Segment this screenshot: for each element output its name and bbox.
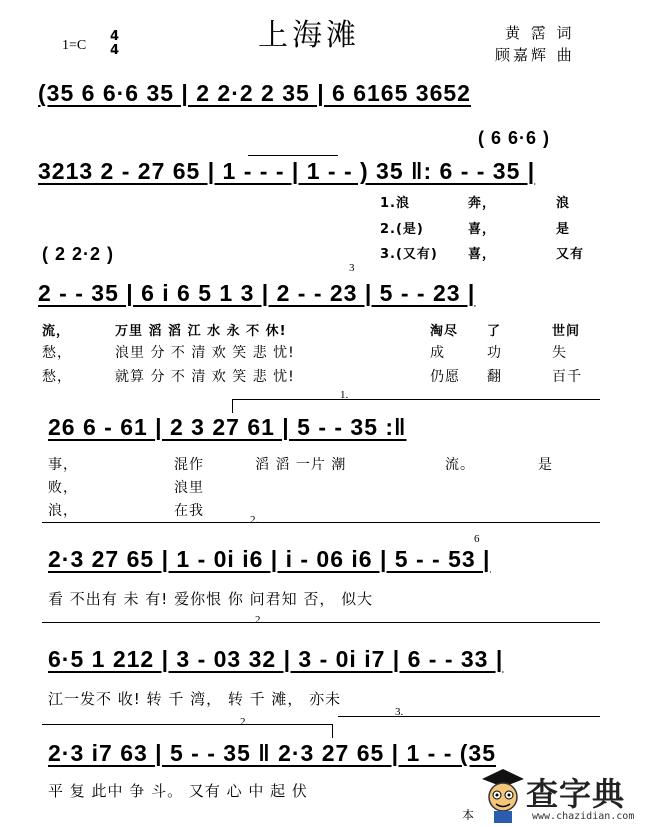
l3-v1-d: 了 bbox=[487, 324, 502, 339]
l3-v1-e: 世间 bbox=[552, 324, 581, 339]
l3-v3-d: 翻 bbox=[487, 369, 502, 385]
verse3-start: 3.(又有) bbox=[380, 247, 438, 262]
verse1-start: 1.浪 bbox=[380, 196, 410, 211]
volta2c-right bbox=[332, 724, 333, 738]
volta2b-bracket bbox=[42, 622, 600, 623]
verse2-start: 2.(是) bbox=[380, 222, 424, 237]
line4-notes: 26 6 - 61 | 2 3 27 61 | 5 - - 35 :‖ bbox=[48, 414, 407, 440]
l3-v3-c: 仍愿 bbox=[430, 369, 460, 385]
l4-v1-b: 混作 bbox=[174, 457, 204, 473]
song-title: 上海滩 bbox=[258, 18, 360, 53]
watermark-url: www.chazidian.com bbox=[532, 811, 635, 822]
time-bottom: 4 bbox=[110, 43, 120, 58]
l3-v3-a: 愁， bbox=[42, 369, 72, 385]
l4-v1-c: 滔 滔 一片 潮 bbox=[255, 457, 347, 473]
l3-v1-c: 淘尽 bbox=[430, 324, 459, 339]
volta3-label: 3. bbox=[395, 706, 404, 718]
l3-v2-b: 浪里 分 不 清 欢 笑 悲 忧! bbox=[115, 345, 295, 361]
volta1-left bbox=[232, 399, 233, 413]
line3-mark: 3 bbox=[349, 262, 355, 274]
l3-v1-b: 万里 滔 滔 江 水 永 不 休! bbox=[115, 324, 287, 339]
volta3-bracket bbox=[338, 716, 600, 717]
composer-credit: 顾嘉辉 曲 bbox=[495, 46, 575, 64]
l4-v1-e: 是 bbox=[538, 457, 553, 473]
line7-lyrics: 平 复 此中 争 斗。 又有 心 中 起 伏 bbox=[48, 782, 308, 800]
time-signature bbox=[110, 30, 119, 58]
l4-v1-d: 流。 bbox=[445, 457, 475, 473]
line5-lyrics: 看 不出有 未 有! 爱你恨 你 问君知 否， 似大 bbox=[48, 590, 374, 608]
verse1-mid: 奔， bbox=[468, 196, 497, 211]
tie-line bbox=[248, 155, 338, 156]
line1-notes: (35 6 6·6 35 | 2 2·2 2 35 | 6 6165 3652 bbox=[38, 80, 471, 106]
l3-v2-e: 失 bbox=[552, 345, 567, 361]
verse3-end: 又有 bbox=[556, 247, 585, 262]
line6-lyrics: 江一发不 收! 转 千 湾， 转 千 滩， 亦未 bbox=[48, 690, 342, 708]
line5-notes: 2·3 27 65 | 1 - 0i i6 | i - 06 i6 | 5 - - 53 | bbox=[48, 546, 491, 572]
l4-v2-a: 败， bbox=[48, 480, 78, 496]
verse3-mid: 喜， bbox=[468, 247, 497, 262]
volta1-label: 1. bbox=[340, 389, 349, 401]
volta2c-label: 2. bbox=[240, 716, 249, 728]
line3-notes: 2 - - 35 | 6 i 6 5 1 3 | 2 - - 23 | 5 - - 23 | bbox=[38, 280, 476, 306]
l3-v1-a: 流， bbox=[42, 324, 71, 339]
line3-alt-notes: ( 2 2·2 ) bbox=[42, 244, 115, 264]
time-top: 4 bbox=[110, 29, 120, 44]
lyricist-credit: 黄 霑 词 bbox=[505, 24, 575, 42]
line6-notes: 6·5 1 212 | 3 - 03 32 | 3 - 0i i7 | 6 - - 33 | bbox=[48, 646, 504, 672]
key-signature: 1=C bbox=[62, 38, 87, 53]
volta2c-bracket bbox=[42, 724, 332, 725]
l4-v3-a: 浪， bbox=[48, 503, 78, 519]
line2-alt-notes: ( 6 6·6 ) bbox=[478, 128, 551, 148]
line5-mark: 6 bbox=[474, 533, 480, 545]
l4-v1-a: 事， bbox=[48, 457, 78, 473]
volta1-bracket bbox=[232, 399, 600, 400]
volta2a-label: 2. bbox=[250, 514, 259, 526]
l3-v2-a: 愁， bbox=[42, 345, 72, 361]
l4-v2-b: 浪里 bbox=[174, 480, 204, 496]
line2-notes: 3213 2 - 27 65 | 1 - - - | 1 - - ) 35 ‖: 6 - - 35 | bbox=[38, 158, 536, 184]
watermark-logo bbox=[480, 765, 653, 827]
verse1-end: 浪 bbox=[556, 196, 571, 211]
l3-v3-b: 就算 分 不 清 欢 笑 悲 忧! bbox=[115, 369, 295, 385]
line7-notes: 2·3 i7 63 | 5 - - 35 ‖ 2·3 27 65 | 1 - - (35 bbox=[48, 740, 497, 766]
l3-v3-e: 百千 bbox=[552, 369, 582, 385]
l3-v2-d: 功 bbox=[487, 345, 502, 361]
verse2-end: 是 bbox=[556, 222, 571, 237]
l4-v3-b: 在我 bbox=[174, 503, 204, 519]
volta2a-bracket bbox=[42, 522, 600, 523]
ben-char: 本 bbox=[462, 808, 476, 822]
l3-v2-c: 成 bbox=[430, 345, 445, 361]
volta2b-label: 2. bbox=[255, 614, 264, 626]
watermark-brand: 查字典 bbox=[526, 775, 626, 813]
scholar-mascot-icon bbox=[480, 765, 526, 825]
verse2-mid: 喜， bbox=[468, 222, 497, 237]
